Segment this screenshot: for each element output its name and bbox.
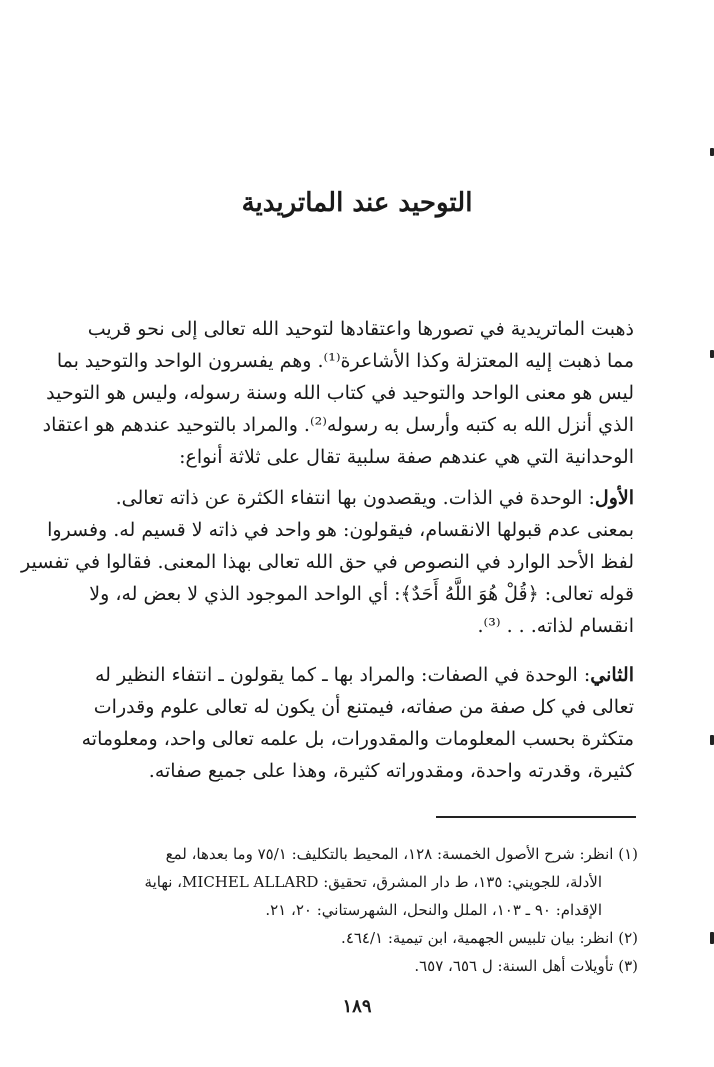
text-line: متكثرة بحسب المعلومات والمقدورات، بل علمه تعالى واحد، ومعلوماته (81, 728, 634, 750)
text-line: ذهبت الماتريدية في تصورها واعتقادها لتوحيد الله تعالى إلى نحو قريب (87, 318, 634, 340)
scan-edge-mark (710, 148, 714, 156)
footnote-line: (١) انظر: شرح الأصول الخمسة: ١٢٨، المحيط بالتكليف: ٧٥/١ وما بعدها، لمع (165, 845, 638, 863)
text-line: تعالى في كل صفة من صفاته، فيمتنع أن يكون له تعالى علوم وقدرات (93, 696, 634, 718)
paragraph-label: الأول (594, 487, 634, 509)
text-line: مما ذهبت إليه المعتزلة وكذا الأشاعرة⁽¹⁾. وهم يفسرون الواحد والتوحيد بما (56, 350, 634, 372)
text-line: ليس هو معنى الواحد والتوحيد في كتاب الله وسنة رسوله، وليس هو التوحيد (46, 382, 634, 404)
paragraph-second-type (78, 659, 634, 787)
text-line: قوله تعالى: ﴿قُلْ هُوَ اللَّهُ أَحَدٌ﴾: أي الواحد الموجود الذي لا بعض له، ولا (89, 583, 634, 605)
paragraph-first-type (21, 482, 634, 642)
text-run: : الوحدة في الذات. ويقصدون بها انتفاء الكثرة عن ذاته تعالى. (115, 487, 595, 509)
footnotes (78, 840, 638, 980)
text-line: الوحدانية التي هي عندهم صفة سلبية تقال على ثلاثة أنواع: (179, 446, 634, 468)
page-number: ١٨٩ (342, 996, 372, 1017)
footnote-line: (٢) انظر: بيان تلبيس الجهمية، ابن تيمية: ٤٦٤/١. (341, 929, 638, 947)
text-line: بمعنى عدم قبولها الانقسام، فيقولون: هو واحد في ذاته لا قسيم له. وفسروا (47, 519, 634, 541)
text-line: الذي أنزل الله به كتبه وأرسل به رسوله⁽²⁾. والمراد بالتوحيد عندهم هو اعتقاد (42, 414, 634, 436)
paragraph-label: الثاني (590, 664, 634, 686)
text-line (78, 482, 634, 514)
text-line: انقسام لذاته. . . ⁽³⁾. (477, 615, 634, 637)
footnote-line: الإقدام: ٩٠ ـ ١٠٣، الملل والنحل، الشهرستاني: ٢٠، ٢١. (265, 901, 602, 919)
paragraph-intro (42, 313, 634, 473)
scan-edge-mark (710, 932, 714, 944)
text-line: كثيرة، وقدرته واحدة، ومقدوراته كثيرة، وهذا على جميع صفاته. (148, 760, 634, 782)
scan-edge-mark (710, 350, 714, 358)
footnote-line: الأدلة، للجويني: ١٣٥، ط دار المشرق، تحقيق: MICHEL ALLARD، نهاية (144, 873, 602, 891)
footnote-line: (٣) تأويلات أهل السنة: ل ٦٥٦، ٦٥٧. (414, 957, 638, 975)
text-line: لفظ الأحد الوارد في النصوص في حق الله تعالى بهذا المعنى. فقالوا في تفسير (21, 551, 634, 573)
chapter-title: التوحيد عند الماتريدية (241, 188, 473, 218)
text-line (78, 659, 634, 691)
footnote-divider (436, 816, 636, 818)
scan-edge-mark (710, 735, 714, 745)
text-run: : الوحدة في الصفات: والمراد بها ـ كما يقولون ـ انتفاء النظير له (94, 664, 591, 686)
